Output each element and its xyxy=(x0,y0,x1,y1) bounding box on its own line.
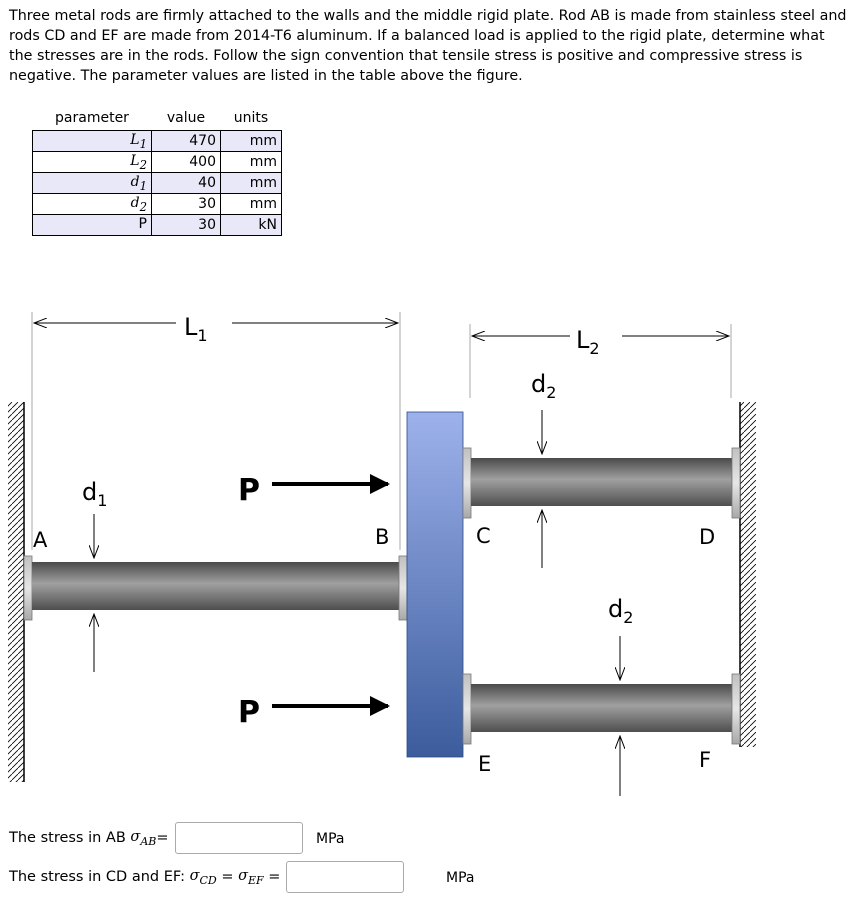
unit-cell: mm xyxy=(221,194,282,215)
param-cell: $d_2$ xyxy=(33,194,152,215)
value-cell: 30 xyxy=(152,215,221,236)
header-units: units xyxy=(221,106,282,131)
answer-ab-equals: = xyxy=(156,830,169,846)
header-value: value xyxy=(152,106,221,131)
sigma-ef-symbol: $\sigma_{EF}$ xyxy=(238,867,264,887)
rod-cd xyxy=(463,448,740,518)
value-cell: 40 xyxy=(152,173,221,194)
point-d-label: D xyxy=(699,525,716,549)
right-wall xyxy=(740,402,756,747)
value-cell: 470 xyxy=(152,131,221,152)
d2-bottom-label: $d_2$ xyxy=(608,595,634,627)
dimension-l1 xyxy=(32,312,400,550)
load-arrow-top xyxy=(238,473,388,508)
header-parameter: parameter xyxy=(33,106,152,131)
answer-cd-prefix: The stress in CD and EF: xyxy=(9,869,190,885)
point-e-label: E xyxy=(478,752,492,776)
load-arrow-bottom xyxy=(238,695,388,730)
answer-ab-prefix: The stress in AB xyxy=(9,830,131,846)
answer-ab-row xyxy=(9,822,303,854)
rod-ef xyxy=(463,674,740,744)
unit-cell: mm xyxy=(221,131,282,152)
l1-label: $L_1$ xyxy=(184,313,208,345)
point-c-label: C xyxy=(476,524,491,548)
value-cell: 30 xyxy=(152,194,221,215)
answer-cd-equals-2: = xyxy=(263,869,281,885)
point-a-label: A xyxy=(33,528,48,552)
d2-top-label: $d_2$ xyxy=(531,370,557,402)
stress-ab-unit: MPa xyxy=(316,831,345,847)
problem-statement: Three metal rods are firmly attached to the walls and the middle rigid plate. Rod AB is made from stainless steel and rods CD and EF are made from 2014-T6 aluminum. If a balanced load is applied to the rigid plate, determine what the stresses are in the rods. Follow the sign convention that tensile stress is positive and compressive stress is negative. The parameter values are listed in the table above the figure. xyxy=(9,8,847,84)
left-wall xyxy=(8,402,24,782)
rigid-plate xyxy=(407,412,463,757)
stress-cd-ef-input[interactable] xyxy=(286,861,404,893)
param-cell: $L_2$ xyxy=(33,152,152,173)
param-cell: $L_1$ xyxy=(33,131,152,152)
point-b-label: B xyxy=(375,525,390,549)
rod-ab xyxy=(24,556,407,620)
answer-cd-row xyxy=(9,861,404,893)
stress-cd-ef-unit: MPa xyxy=(446,870,475,886)
param-cell: $d_1$ xyxy=(33,173,152,194)
unit-cell: kN xyxy=(221,215,282,236)
sigma-cd-symbol: $\sigma_{CD}$ xyxy=(189,867,217,887)
point-f-label: F xyxy=(699,748,712,772)
d1-label: $d_1$ xyxy=(82,478,108,510)
unit-cell: mm xyxy=(221,173,282,194)
svg-text:P: P xyxy=(238,695,260,730)
unit-cell: mm xyxy=(221,152,282,173)
l2-label: $L_2$ xyxy=(576,326,600,358)
answer-cd-equals-1: = xyxy=(216,869,239,885)
param-cell: P xyxy=(33,215,152,236)
svg-text:P: P xyxy=(238,473,260,508)
value-cell: 400 xyxy=(152,152,221,173)
sigma-ab-symbol: $\sigma_{AB}$ xyxy=(130,828,157,848)
stress-ab-input[interactable] xyxy=(175,822,303,854)
dimension-l2 xyxy=(470,324,731,398)
